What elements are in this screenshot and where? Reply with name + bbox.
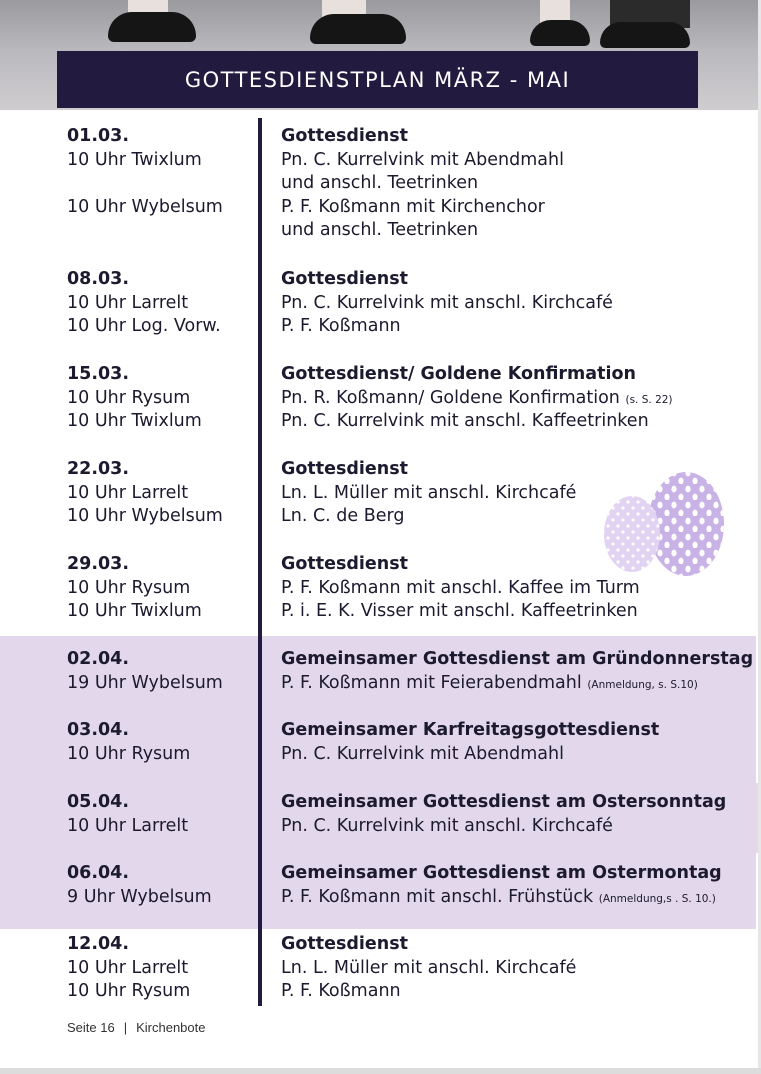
- service-time-location: 10 Uhr Rysum: [67, 981, 191, 1002]
- service-detail: und anschl. Teetrinken: [281, 173, 479, 194]
- service-date: 06.04.: [67, 863, 130, 883]
- service-detail: Pn. C. Kurrelvink mit Abendmahl: [281, 743, 564, 764]
- service-type: Gemeinsamer Gottesdienst am Ostermontag: [281, 863, 722, 883]
- title-band: [57, 51, 698, 108]
- service-detail: Pn. C. Kurrelvink mit Abendmahl: [281, 149, 564, 170]
- service-detail: P. F. Koßmann mit anschl. Kaffee im Turm: [281, 577, 640, 598]
- service-note: (Anmeldung, s. S.10): [587, 678, 698, 691]
- service-date: 22.03.: [67, 459, 130, 479]
- page-footer: [67, 1020, 205, 1035]
- service-detail: Ln. L. Müller mit anschl. Kirchcafé: [281, 957, 577, 978]
- service-type: Gottesdienst: [281, 459, 409, 479]
- easter-eggs-icon: [600, 468, 730, 580]
- service-note: (s. S. 22): [625, 393, 673, 406]
- service-detail: P. i. E. K. Visser mit anschl. Kaffeetrinken: [281, 601, 638, 622]
- service-detail: P. F. Koßmann: [281, 316, 401, 337]
- service-type: Gottesdienst: [281, 269, 409, 289]
- service-date: 08.03.: [67, 269, 130, 289]
- service-detail: P. F. Koßmann mit Kirchenchor: [281, 196, 545, 217]
- service-time-location: 10 Uhr Wybelsum: [67, 196, 223, 217]
- service-detail: P. F. Koßmann mit anschl. Frühstück (Anmeldung,s . S. 10.): [281, 886, 716, 907]
- service-detail: und anschl. Teetrinken: [281, 220, 479, 241]
- service-date: 12.04.: [67, 934, 130, 954]
- service-type: Gottesdienst: [281, 554, 409, 574]
- page-number: Seite 16: [67, 1020, 115, 1035]
- service-time-location: 10 Uhr Larrelt: [67, 815, 189, 836]
- page-title: GOTTESDIENSTPLAN MÄRZ - MAI: [184, 67, 571, 92]
- service-type: Gottesdienst/ Goldene Konfirmation: [281, 364, 636, 384]
- service-time-location: 10 Uhr Rysum: [67, 743, 191, 764]
- service-date: 05.04.: [67, 792, 130, 812]
- service-note: (Anmeldung,s . S. 10.): [598, 892, 716, 905]
- page-edge-bottom: [0, 1068, 761, 1074]
- service-detail: Pn. C. Kurrelvink mit anschl. Kirchcafé: [281, 815, 613, 836]
- service-time-location: 10 Uhr Twixlum: [67, 411, 202, 432]
- service-detail: P. F. Koßmann: [281, 981, 401, 1002]
- service-time-location: 9 Uhr Wybelsum: [67, 886, 212, 907]
- service-detail: Pn. C. Kurrelvink mit anschl. Kirchcafé: [281, 292, 613, 313]
- service-detail: Pn. C. Kurrelvink mit anschl. Kaffeetrinken: [281, 411, 649, 432]
- service-time-location: 10 Uhr Rysum: [67, 387, 191, 408]
- service-detail: Ln. C. de Berg: [281, 506, 405, 527]
- service-type: Gottesdienst: [281, 126, 409, 146]
- service-time-location: 10 Uhr Twixlum: [67, 149, 202, 170]
- service-type: Gemeinsamer Karfreitagsgottesdienst: [281, 720, 660, 740]
- service-date: 03.04.: [67, 720, 130, 740]
- service-time-location: 10 Uhr Larrelt: [67, 292, 189, 313]
- service-time-location: 10 Uhr Larrelt: [67, 957, 189, 978]
- service-time-location: 10 Uhr Rysum: [67, 577, 191, 598]
- service-time-location: 10 Uhr Log. Vorw.: [67, 316, 221, 337]
- service-time-location: 10 Uhr Twixlum: [67, 601, 202, 622]
- service-type: Gottesdienst: [281, 934, 409, 954]
- service-detail: Pn. R. Koßmann/ Goldene Konfirmation (s. S. 22): [281, 387, 673, 408]
- service-date: 15.03.: [67, 364, 130, 384]
- footer-separator: |: [123, 1020, 128, 1035]
- service-time-location: 10 Uhr Larrelt: [67, 482, 189, 503]
- service-detail: Ln. L. Müller mit anschl. Kirchcafé: [281, 482, 577, 503]
- publication-name: Kirchenbote: [136, 1020, 206, 1035]
- service-detail: P. F. Koßmann mit Feierabendmahl (Anmeldung, s. S.10): [281, 672, 698, 693]
- service-type: Gemeinsamer Gottesdienst am Ostersonntag: [281, 792, 727, 812]
- service-date: 01.03.: [67, 126, 130, 146]
- service-type: Gemeinsamer Gottesdienst am Gründonnerstag: [281, 649, 754, 669]
- service-date: 02.04.: [67, 649, 130, 669]
- service-time-location: 10 Uhr Wybelsum: [67, 506, 223, 527]
- column-divider: [258, 118, 262, 1006]
- service-date: 29.03.: [67, 554, 130, 574]
- service-time-location: 19 Uhr Wybelsum: [67, 672, 223, 693]
